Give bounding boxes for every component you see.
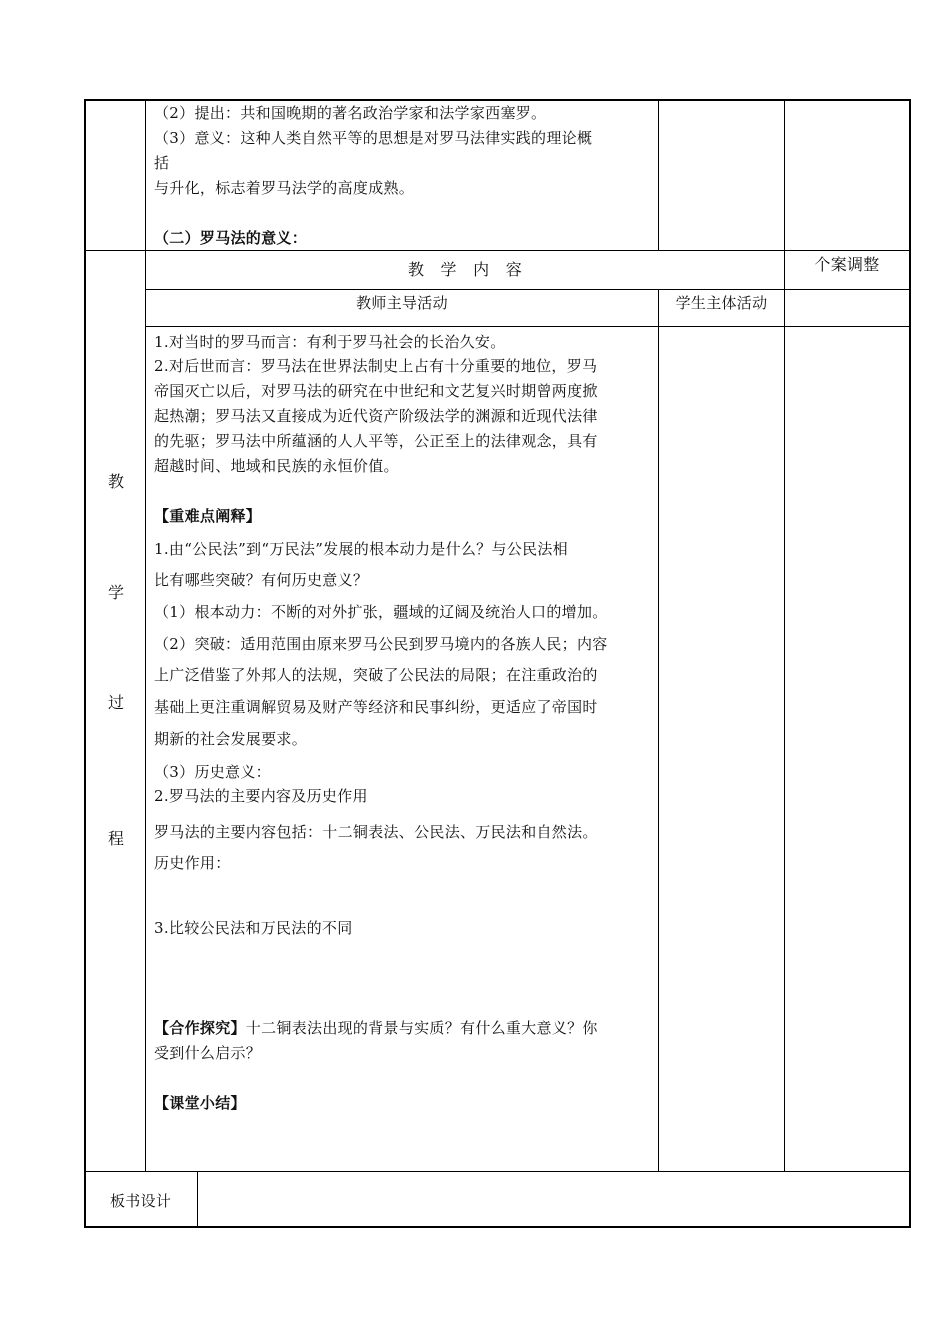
rule [85,99,911,101]
q1-line: 比有哪些突破？有何历史意义？ [154,571,369,589]
rule [85,1171,911,1172]
top-line-2: （3）意义：这种人类自然平等的思想是对罗马法律实践的理论概 [154,129,593,147]
side-label-char: 程 [107,829,124,848]
section-heading: （二）罗马法的意义： [154,229,308,247]
top-line-3: 括 [154,154,170,172]
rule [84,99,86,1228]
a1: （1）根本动力：不断的对外扩张，疆域的辽阔及统治人口的增加。 [154,603,608,621]
rule [145,326,911,327]
side-label-char: 过 [107,693,124,712]
q3: 3.比较公民法和万民法的不同 [154,919,353,937]
p2-line: 2.对后世而言：罗马法在世界法制史上占有十分重要的地位，罗马 [154,357,598,375]
q2-role: 历史作用： [154,854,231,872]
coop-line [154,1018,598,1038]
p2-line: 超越时间、地域和民族的永恒价值。 [154,457,399,475]
side-label-char: 学 [107,583,124,602]
q1-line: 1.由“公民法”到“万民法”发展的根本动力是什么？与公民法相 [154,540,568,558]
rule [197,1171,198,1227]
q2: 2.罗马法的主要内容及历史作用 [154,787,368,805]
a2-line: 期新的社会发展要求。 [154,730,308,748]
coop-text-2: 受到什么启示？ [154,1044,262,1062]
content-header: 教 学 内 容 [407,260,523,279]
rule [658,289,659,1171]
coop-heading: 【合作探究】 [154,1019,246,1037]
summary-heading: 【课堂小结】 [154,1094,246,1112]
rule [145,289,911,290]
q2-content: 罗马法的主要内容包括：十二铜表法、公民法、万民法和自然法。 [154,823,598,841]
board-label: 板书设计 [110,1192,172,1210]
rule [85,1226,911,1228]
adjust-header: 个案调整 [814,255,880,274]
p2-line: 的先驱；罗马法中所蕴涵的人人平等，公正至上的法律观念，具有 [154,432,598,450]
top-line-4: 与升化，标志着罗马法学的高度成熟。 [154,179,415,197]
a2-line: 上广泛借鉴了外邦人的法规，突破了公民法的局限；在注重政治的 [154,666,598,684]
p2-line: 起热潮；罗马法又直接成为近代资产阶级法学的渊源和近现代法律 [154,407,598,425]
rule [658,99,659,250]
coop-text: 十二铜表法出现的背景与实质？有什么重大意义？你 [245,1019,598,1037]
teacher-header: 教师主导活动 [356,294,448,312]
rule [909,99,911,1228]
top-line-1: （2）提出：共和国晚期的著名政治学家和法学家西塞罗。 [154,104,547,122]
a2-line: （2）突破：适用范围由原来罗马公民到罗马境内的各族人民；内容 [154,635,608,653]
key-heading: 【重难点阐释】 [154,507,262,525]
rule [85,250,911,251]
a3: （3）历史意义： [154,763,271,781]
p2-line: 帝国灭亡以后，对罗马法的研究在中世纪和文艺复兴时期曾两度掀 [154,382,598,400]
a2-line: 基础上更注重调解贸易及财产等经济和民事纠纷，更适应了帝国时 [154,698,598,716]
student-header: 学生主体活动 [675,294,768,312]
p1: 1.对当时的罗马而言：有利于罗马社会的长治久安。 [154,333,506,351]
side-label-char: 教 [107,472,124,491]
